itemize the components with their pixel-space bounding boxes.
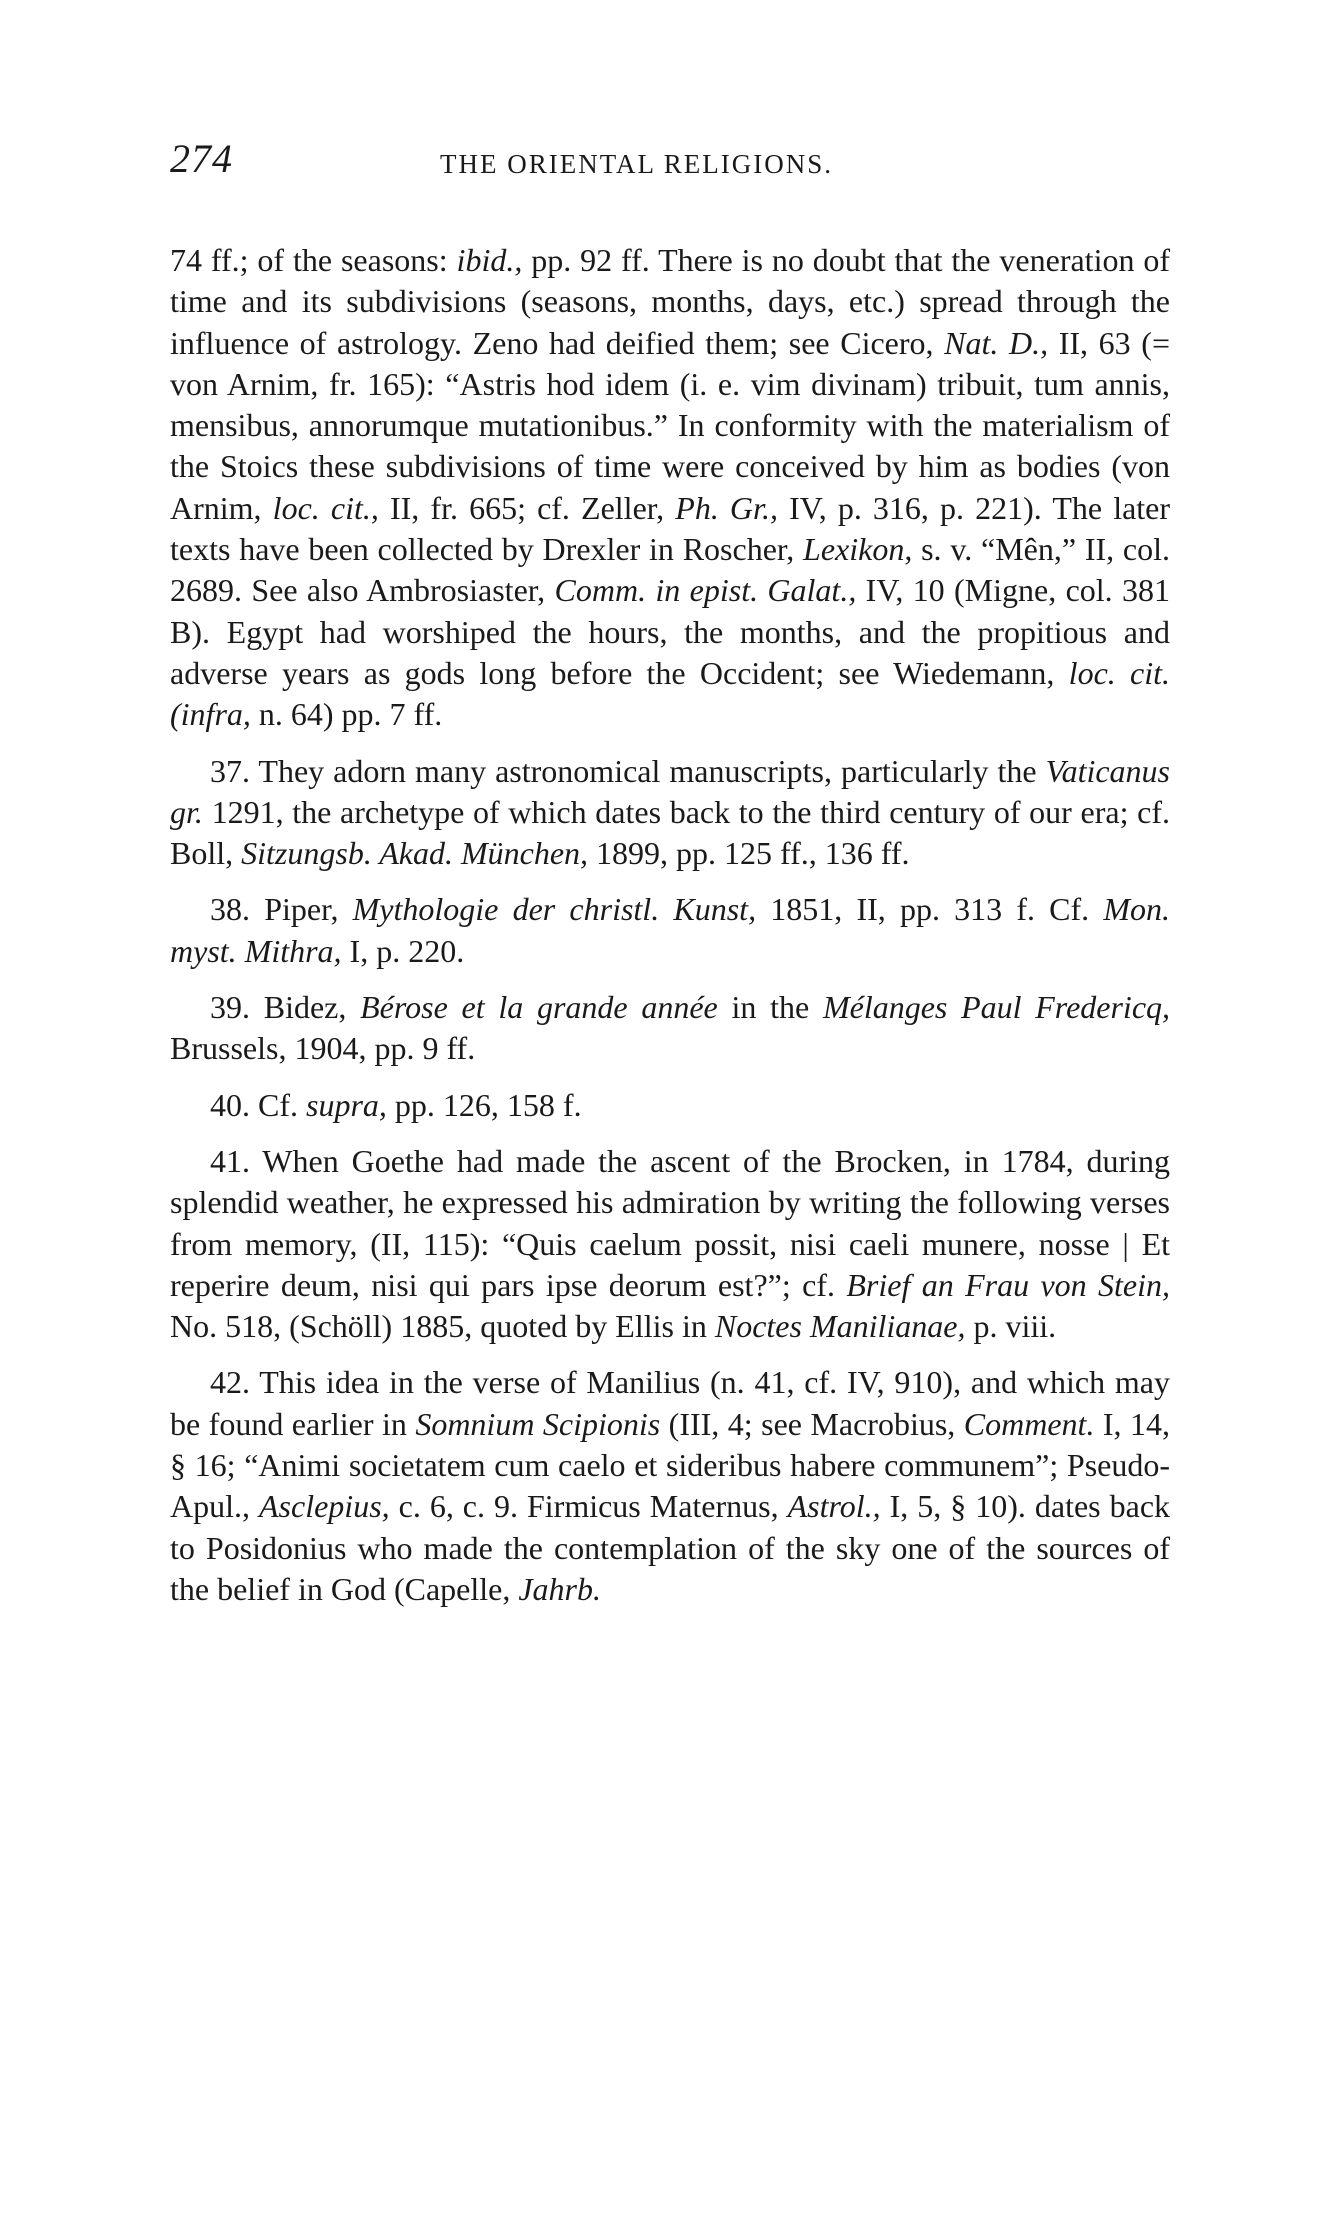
italic-citation: Somnium Scipionis <box>415 1405 661 1442</box>
italic-citation: loc. cit., <box>272 489 379 526</box>
italic-citation: Mon. myst. Mithra, <box>170 891 1170 969</box>
italic-citation: Noctes Manilianae, <box>714 1308 966 1345</box>
note-text: 39. Bidez, <box>210 989 361 1026</box>
note-continuation <box>170 240 1170 736</box>
note-text: 74 ff.; of the seasons: <box>170 242 457 278</box>
page-header <box>170 135 1170 195</box>
italic-citation: Comment. <box>963 1405 1095 1442</box>
note-text: in the <box>717 989 823 1026</box>
note-text: I, 5, § 10). dates back to Posidonius who made the contemplation of the sky one of the sources of the belief in God (Capelle, <box>170 1488 1171 1607</box>
endnote <box>170 751 1170 875</box>
italic-citation: Mythologie der christl. Kunst, <box>352 891 757 928</box>
endnotes-list <box>170 240 1170 1625</box>
note-text: (III, 4; see Macrobius, <box>660 1405 964 1442</box>
note-text: IV, p. 316, p. 221). The later texts have been collected by Drexler in Roscher, <box>170 489 1171 568</box>
note-text: 40. Cf. <box>210 1086 306 1123</box>
note-text: n. 64) pp. 7 ff. <box>250 696 443 733</box>
note-text: p. viii. <box>965 1308 1057 1345</box>
italic-citation: Vaticanus gr. <box>170 752 1170 830</box>
note-text: II, 63 (= von Arnim, fr. 165): “Astris hod idem (i. e. vim divinam) tribuit, tum annis, mensibus, annorumque mutationibus.” In conformity with the materialism of the Stoics these subdivisions of time were conceived by him as bodies (von Arnim, <box>170 324 1171 526</box>
italic-citation: Astrol., <box>787 1488 881 1525</box>
italic-citation: Jahrb. <box>518 1570 601 1607</box>
book-page <box>170 135 1171 1607</box>
italic-citation: Lexikon, <box>803 531 913 568</box>
italic-citation: Brief an Frau von Stein, <box>846 1266 1171 1303</box>
note-text: Brussels, 1904, pp. 9 ff. <box>170 1030 476 1067</box>
note-text: I, p. 220. <box>341 932 465 969</box>
note-text: No. 518, (Schöll) 1885, quoted by Ellis in <box>170 1308 715 1345</box>
note-text: 1851, II, pp. 313 f. Cf. <box>756 891 1104 928</box>
italic-citation: loc. cit. (infra, <box>170 654 1171 733</box>
endnote <box>170 889 1170 972</box>
note-text: IV, 10 (Migne, col. 381 B). Egypt had worshiped the hours, the months, and the propitious and adverse years as gods long before the Occident; see Wiedemann, <box>170 572 1171 691</box>
italic-citation: Mélanges Paul Fredericq, <box>822 989 1171 1026</box>
note-text: 38. Piper, <box>210 891 353 928</box>
note-text: 37. They adorn many astronomical manuscripts, particularly the <box>210 752 1046 789</box>
italic-citation: Bérose et la grande année <box>360 989 718 1026</box>
endnote <box>170 1141 1170 1347</box>
note-text: 42. This idea in the verse of Manilius (n. 41, cf. IV, 910), and which may be found earlier in <box>170 1364 1170 1442</box>
italic-citation: Asclepius, <box>259 1488 390 1525</box>
endnote <box>170 1362 1170 1610</box>
italic-citation: supra, <box>306 1086 387 1123</box>
note-text: c. 6, c. 9. Firmicus Maternus, <box>389 1488 788 1525</box>
note-text: pp. 126, 158 f. <box>386 1086 582 1123</box>
note-text: I, 14, § 16; “Animi societatem cum caelo et sideribus habere communem”; Pseudo-Apul., <box>170 1405 1171 1525</box>
italic-citation: Sitzungsb. Akad. München, <box>241 835 589 872</box>
note-text: 1291, the archetype of which dates back to the third century of our era; cf. Boll, <box>170 793 1170 872</box>
endnote <box>170 1085 1170 1126</box>
italic-citation: Ph. Gr., <box>675 489 778 526</box>
page-number: 274 <box>170 136 233 181</box>
note-text: s. v. “Mên,” II, col. 2689. See also Ambrosiaster, <box>170 531 1171 609</box>
note-text: 41. When Goethe had made the ascent of the Brocken, in 1784, during splendid weather, he expressed his admiration by writing the following verses from memory, (II, 115): “Quis caelum possit, nisi caeli munere, nosse | Et reperire deum, nisi qui pars ipse deorum est?”; cf. <box>170 1142 1170 1303</box>
endnote <box>170 987 1170 1070</box>
note-text: pp. 92 ff. There is no doubt that the veneration of time and its subdivisions (seasons, months, days, etc.) spread through the influence of astrology. Zeno had deified them; see Cicero, <box>170 242 1171 361</box>
note-text: 1899, pp. 125 ff., 136 ff. <box>588 835 910 872</box>
note-text: II, fr. 665; cf. Zeller, <box>378 489 676 526</box>
italic-citation: Comm. in epist. Galat., <box>554 572 857 609</box>
italic-citation: ibid., <box>456 242 523 278</box>
running-title: THE ORIENTAL RELIGIONS. <box>440 149 834 179</box>
italic-citation: Nat. D., <box>944 324 1049 361</box>
